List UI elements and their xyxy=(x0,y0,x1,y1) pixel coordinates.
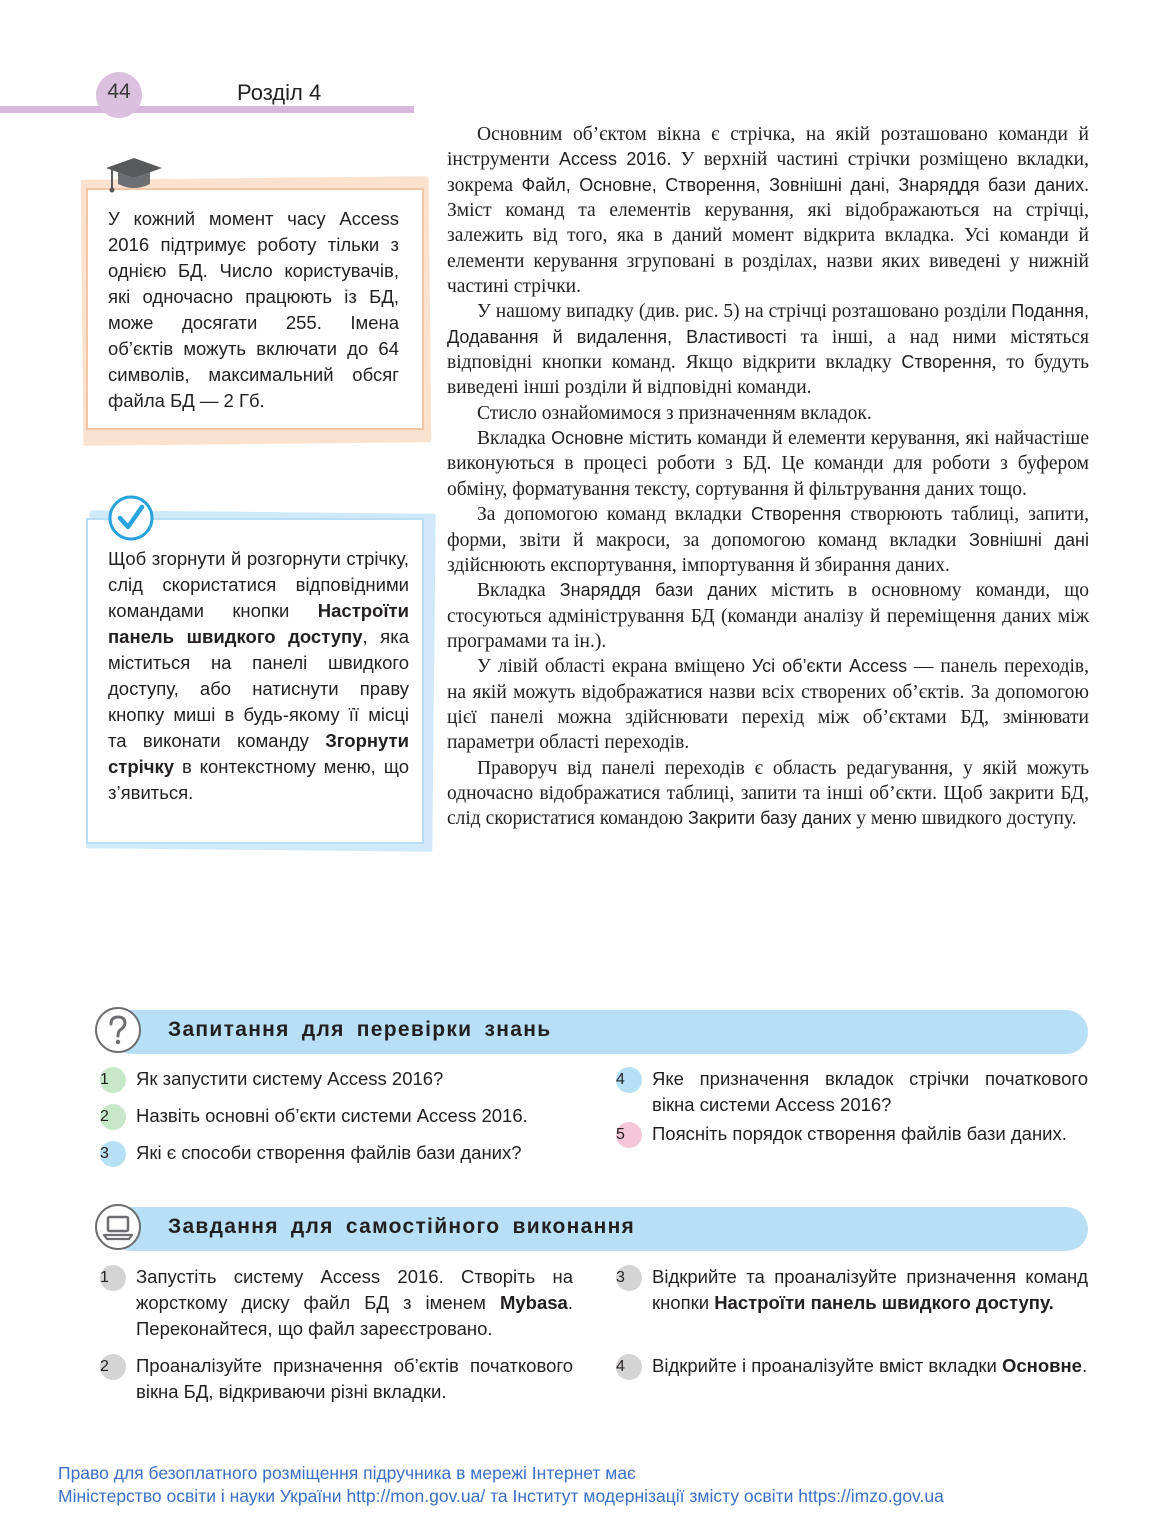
question-mark-icon xyxy=(95,1007,141,1053)
tasks-title: Завдання для самостійного виконання xyxy=(168,1215,636,1238)
task-number: 3 xyxy=(616,1265,642,1291)
question-item: 4 Яке призначення вкладок стрічки початкового вікна системи Access 2016? xyxy=(616,1068,1088,1115)
task-item: 1 Запустіть систему Access 2016. Створіть на жорсткому диску файл БД з іменем Mybasa. Переконайтеся, що файл зареєстровано. xyxy=(100,1266,573,1339)
task-item: 4 Відкрийте і проаналізуйте вміст вкладки Основне. xyxy=(652,1353,1088,1379)
graduation-cap-icon xyxy=(104,156,164,200)
note-remember xyxy=(86,188,424,430)
task-item: 3 Відкрийте та проаналізуйте призначення команд кнопки Настроїти панель швидкого доступу. xyxy=(616,1266,1088,1313)
paragraph: Основним об’єктом вікна є стрічка, на якій розташовано команди й інструменти Access 2016. У верхній частині стрічки розміщено вкладки, зокрема Файл, Основне, Створення, Зовнішні дані, Знаряддя бази даних. Зміст команд та елементів керування, які відображаються на стрічці, залежить від того, яка в даний момент відкрита вкладка. Усі команди й елементи керування згруповані в розділах, назви яких виведені у нижній частині стрічки. xyxy=(447,124,1089,298)
question-number: 3 xyxy=(100,1141,126,1167)
question-item: 2 Назвіть основні об’єкти системи Access 2016. xyxy=(136,1103,586,1129)
footer-line-2[interactable]: Міністерство освіти і науки України http://mon.gov.ua/ та Інститут модернізації змісту освіти https://imzo.gov.ua xyxy=(58,1486,944,1506)
question-number: 2 xyxy=(100,1104,126,1130)
note-tip-bold-1: Настроїти панель швидкого доступу xyxy=(108,600,409,647)
paragraph: Стисло ознайомимося з призначенням вкладок. xyxy=(477,402,872,424)
task-number: 2 xyxy=(100,1354,126,1380)
paragraph: Вкладка Основне містить команди й елементи керування, які найчастіше виконуються в процесі роботи з БД. Це команди для роботи з буфером обміну, форматування тексту, сортування й фільтрування даних тощо. xyxy=(447,428,1089,500)
note-tip-text: Щоб згорнути й розгорнути стрічку, слід скористатися відповідними командами кнопки Настроїти панель швидкого доступу, яка міститься на панелі швидкого доступу, або натиснути праву кнопку миші в будь-якому її місці та виконати команду Згорнути стрічку в контекстному меню, що з’явиться. xyxy=(108,548,409,803)
paragraph: У лівій області екрана вміщено Усі об’єкти Access — панель переходів, на якій можуть відображатися назви всіх створених об’єктів. За допомогою цієї панелі можна здійснювати перехід між об’єктами БД, змінювати параметри області переходів. xyxy=(447,656,1089,754)
note-remember-text: У кожний момент часу Access 2016 підтримує роботу тільки з однією БД. Число користувачів, які одночасно працюють із БД, може досягати 255. Імена об’єктів можуть включати до 64 символів, максимальний обсяг файла БД — 2 Гб. xyxy=(108,208,399,411)
main-text xyxy=(447,122,1089,832)
task-number: 4 xyxy=(616,1354,642,1380)
paragraph: У нашому випадку (див. рис. 5) на стрічці розташовано розділи Подання, Додавання й видалення, Властивості та інші, а над ними містяться відповідні кнопки команд. Якщо відкрити вкладку Створення, то будуть виведені інші розділи й відповідні команди. xyxy=(447,301,1090,399)
page-number: 44 xyxy=(107,80,131,103)
question-item: 3 Які є способи створення файлів бази даних? xyxy=(136,1140,586,1166)
question-number: 4 xyxy=(616,1067,642,1093)
paragraph: Праворуч від панелі переходів є область редагування, у якій можуть одночасно відображатися таблиці, запити та інші об’єкти. Щоб закрити БД, слід скористатися командою Закрити базу даних у меню швидкого доступу. xyxy=(447,757,1089,830)
question-number: 1 xyxy=(100,1067,126,1093)
footer-line-1: Право для безоплатного розміщення підручника в мережі Інтернет має xyxy=(58,1463,636,1483)
note-tip-bold-2: Згорнути стрічку xyxy=(108,730,409,777)
chapter-title: Розділ 4 xyxy=(237,80,322,105)
question-item: 1 Як запустити систему Access 2016? xyxy=(136,1066,586,1092)
question-item: 5 Поясніть порядок створення файлів бази даних. xyxy=(652,1121,1088,1147)
question-number: 5 xyxy=(616,1122,642,1148)
laptop-icon xyxy=(95,1204,141,1250)
questions-title: Запитання для перевірки знань xyxy=(168,1018,552,1041)
task-item: 2 Проаналізуйте призначення об’єктів початкового вікна БД, відкриваючи різні вкладки. xyxy=(100,1355,573,1402)
paragraph: Вкладка Знаряддя бази даних містить в основному команди, що стосуються адміністрування БД (команди аналізу й переміщення даних між програмами та ін.). xyxy=(447,580,1089,652)
check-icon xyxy=(107,494,155,542)
task-number: 1 xyxy=(100,1265,126,1291)
note-tip xyxy=(86,518,424,844)
paragraph: За допомогою команд вкладки Створення створюють таблиці, запити, форми, звіти й макроси, за допомогою команд вкладки Зовнішні дані здійснюють експортування, імпортування й збирання даних. xyxy=(447,504,1089,576)
header-bar xyxy=(0,106,414,113)
